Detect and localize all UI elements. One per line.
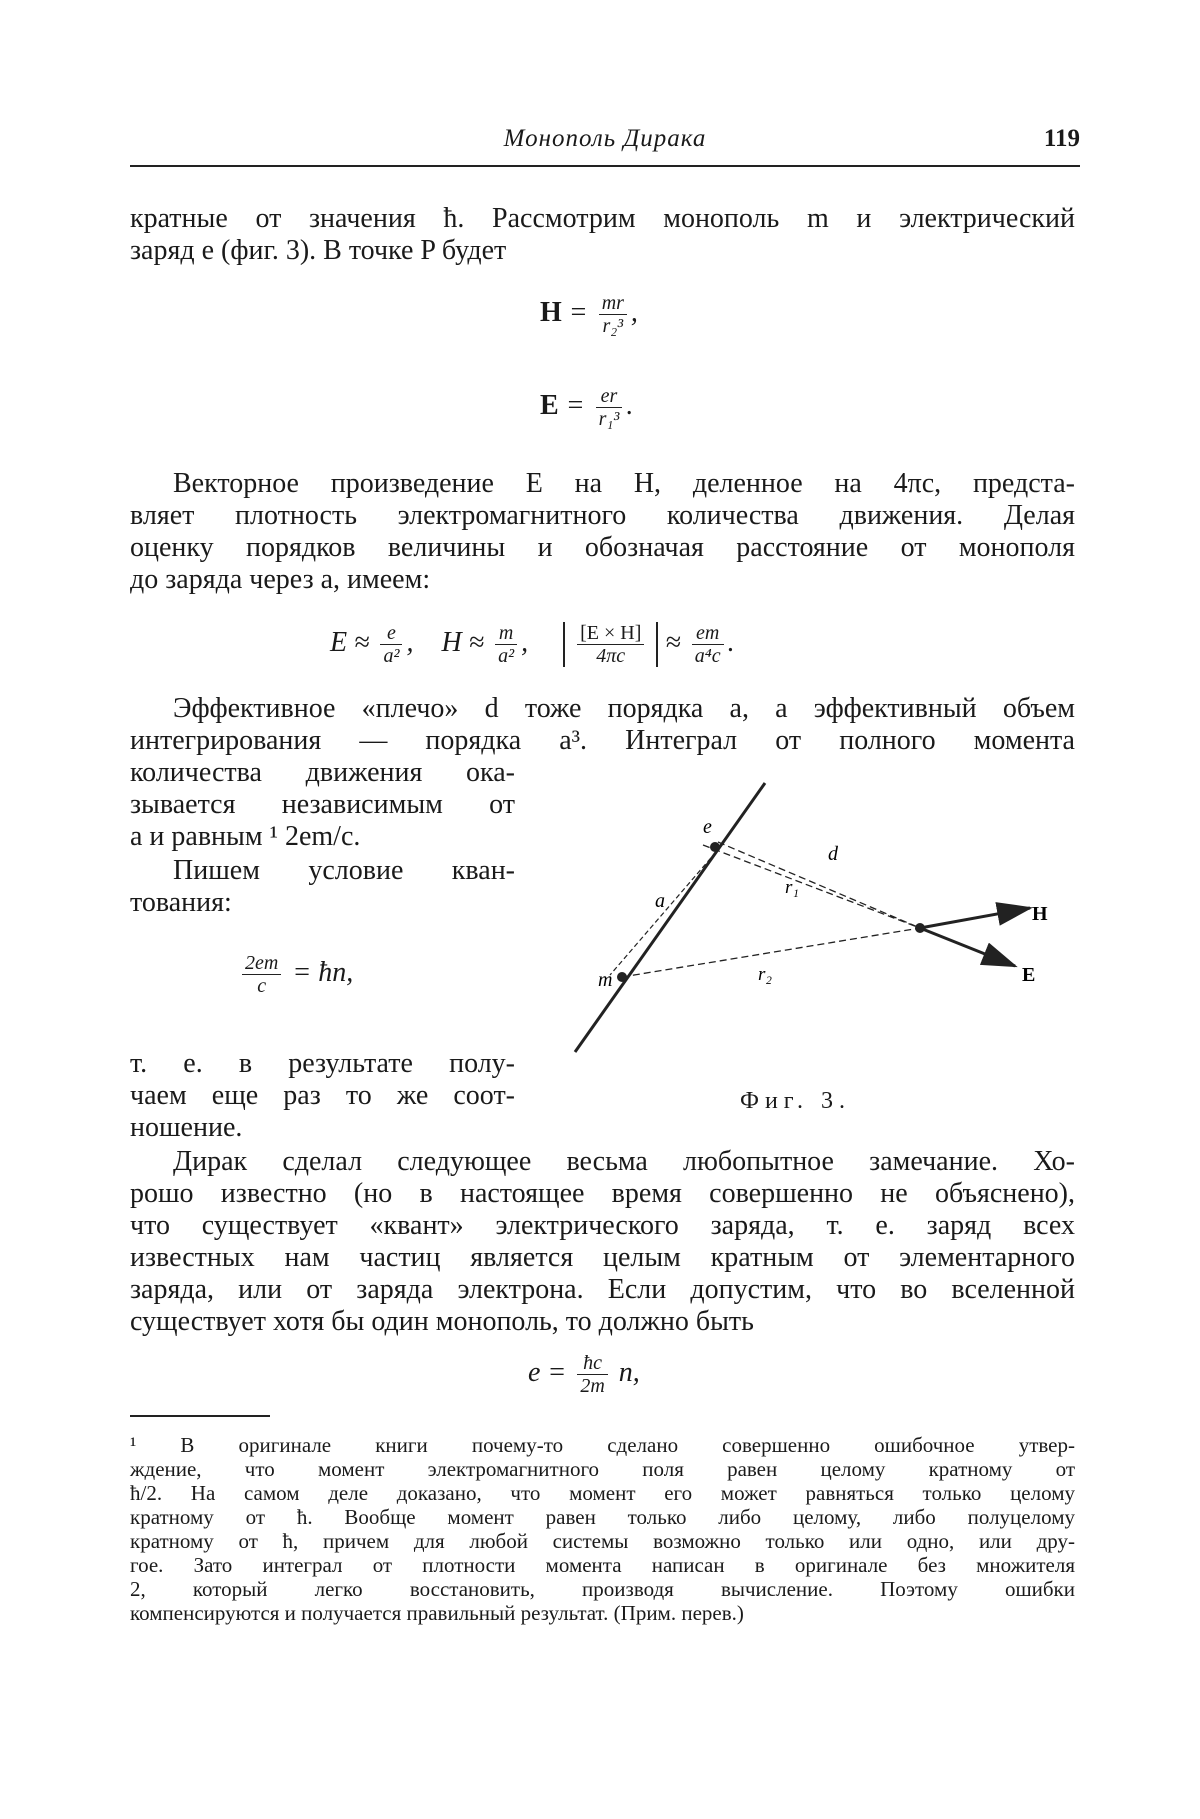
formula-rhs: = ħn,: [292, 956, 354, 988]
text-line: т. е. в результате полу-: [130, 1048, 515, 1079]
symbol-E: E: [330, 626, 348, 658]
label-a: a: [655, 890, 665, 912]
formula-charge-quantization: [528, 1352, 640, 1397]
text-line: до заряда через a, имеем:: [130, 564, 431, 595]
absolute-value: [563, 622, 658, 667]
fraction: [692, 622, 724, 667]
text-line: рошо известно (но в настоящее время совершенно не объяснено),: [130, 1178, 1075, 1209]
text-line: вляет плотность электромагнитного количества движения. Делая: [130, 500, 1075, 531]
text-line: что существует «квант» электрического заряда, т. е. заряд всех: [130, 1210, 1075, 1241]
fraction: [242, 952, 281, 997]
figure-caption: Фиг. 3.: [740, 1088, 851, 1114]
text-line: количества движения ока-: [130, 757, 515, 788]
label-e: e: [703, 816, 712, 838]
footnote-line: кратному от ħ. Вообще момент равен только либо целому, либо полуцелому: [130, 1505, 1075, 1529]
fraction-denominator: r₁³: [598, 408, 620, 430]
formula-lhs: e =: [528, 1356, 567, 1388]
fraction-denominator: 2m: [580, 1375, 605, 1397]
text-line: ношение.: [130, 1112, 243, 1143]
H-vector-arrow: [920, 908, 1030, 928]
formula-rhs: n,: [618, 1356, 640, 1388]
text-line: Эффективное «плечо» d тоже порядка a, а эффективный объем: [173, 693, 1075, 724]
running-title: Монополь Дирака: [503, 125, 707, 152]
text-line: зывается независимым от: [130, 789, 515, 820]
page-number: 119: [1043, 125, 1080, 152]
fraction-numerator: ħc: [577, 1352, 607, 1375]
fraction: [596, 385, 623, 430]
label-r2: r₂: [758, 964, 772, 985]
fraction-denominator: 4πc: [596, 645, 626, 667]
formula-lhs: E: [540, 389, 559, 421]
formula-quantization: [238, 952, 353, 997]
label-H: H: [1032, 903, 1048, 925]
fraction: [380, 622, 402, 667]
fraction-denominator: a²: [498, 645, 515, 667]
footnote-line: кратному от ħ, причем для любой системы возможно только или одно, или дру-: [130, 1529, 1075, 1553]
text-line: кратные от значения ħ. Рассмотрим монополь m и электрический: [130, 203, 1075, 234]
distance-a-line: [610, 852, 716, 975]
text-line: заряд e (фиг. 3). В точке P будет: [130, 235, 507, 266]
dipole-axis-line: [575, 783, 765, 1052]
fraction-denominator: a⁴c: [694, 645, 721, 667]
footnote-line: гое. Зато интеграл от плотности момента написан в оригинале без множителя: [130, 1553, 1075, 1577]
text-line: известных нам частиц является целым кратным от элементарного: [130, 1242, 1075, 1273]
text-line: Дирак сделал следующее весьма любопытное замечание. Хо-: [173, 1146, 1075, 1177]
footnote-line: ¹ В оригинале книги почему-то сделано совершенно ошибочное утвер-: [130, 1433, 1075, 1457]
fraction-numerator: [E × H]: [577, 622, 644, 645]
point-P: [915, 923, 925, 933]
E-vector-arrow: [920, 928, 1015, 966]
label-d: d: [828, 843, 838, 865]
fraction-numerator: mr: [599, 292, 627, 315]
charge-point: [710, 842, 720, 852]
text-line: Пишем условие кван-: [173, 855, 515, 886]
text-line: оценку порядков величины и обозначая расстояние от монополя: [130, 532, 1075, 563]
label-m: m: [598, 969, 613, 991]
fraction-denominator: a²: [383, 645, 400, 667]
text-line: заряда, или от заряда электрона. Если допустим, что во вселенной: [130, 1274, 1075, 1305]
formula-E: E = $\frac{er}{\text{r₁³}}$ .: [540, 385, 634, 430]
label-r1: r₁: [785, 877, 799, 898]
distance-d-line: [703, 845, 920, 928]
footnote-line: 2, который легко восстановить, производя вычисление. Поэтому ошибки: [130, 1577, 1075, 1601]
fraction: [599, 292, 627, 337]
figure-3-diagram: [560, 770, 1060, 1070]
fraction-numerator: m: [495, 622, 517, 645]
text-line: Векторное произведение E на H, деленное на 4πc, предста-: [173, 468, 1075, 499]
text-line: чаем еще раз то же соот-: [130, 1080, 515, 1111]
formula-estimates: E ≈ $\frac{e}{\text{a²}}$ , H ≈ $\frac{m}{\text{a²}}$ , $\frac{[E \times H]}{4\pi c}$ ≈ $\frac{em}{\text{a⁴c}}$ .: [330, 622, 735, 667]
fraction-numerator: em: [692, 622, 724, 645]
fraction: [577, 1352, 607, 1397]
running-head: [130, 125, 1080, 167]
label-E: E: [1022, 964, 1036, 986]
footnote-rule: [130, 1415, 270, 1417]
fraction-denominator: c: [257, 975, 267, 997]
text-line: a и равным ¹ 2em/c.: [130, 821, 361, 852]
fraction: [577, 622, 644, 667]
text-line: существует хотя бы один монополь, то должно быть: [130, 1306, 754, 1337]
formula-H: H = $\frac{mr}{\text{r₂³}}$ ,: [540, 292, 638, 337]
formula-lhs: H: [540, 296, 562, 328]
text-line: тования:: [130, 887, 232, 918]
footnote-line: компенсируются и получается правильный результат. (Прим. перев.): [130, 1601, 744, 1625]
fraction-denominator: r₂³: [602, 315, 624, 337]
fraction-numerator: er: [596, 385, 623, 408]
fraction: [495, 622, 517, 667]
text-line: интегрирования — порядка a³. Интеграл от полного момента: [130, 725, 1075, 756]
footnote-line: ждение, что момент электромагнитного поля равен целому кратному от: [130, 1457, 1075, 1481]
fraction-numerator: e: [380, 622, 402, 645]
symbol-H: H: [441, 626, 462, 658]
footnote-line: ħ/2. На самом деле доказано, что момент его может равняться только целому: [130, 1481, 1075, 1505]
monopole-point: [617, 972, 627, 982]
fraction-numerator: 2em: [242, 952, 281, 975]
distance-r1-line: [718, 842, 920, 928]
